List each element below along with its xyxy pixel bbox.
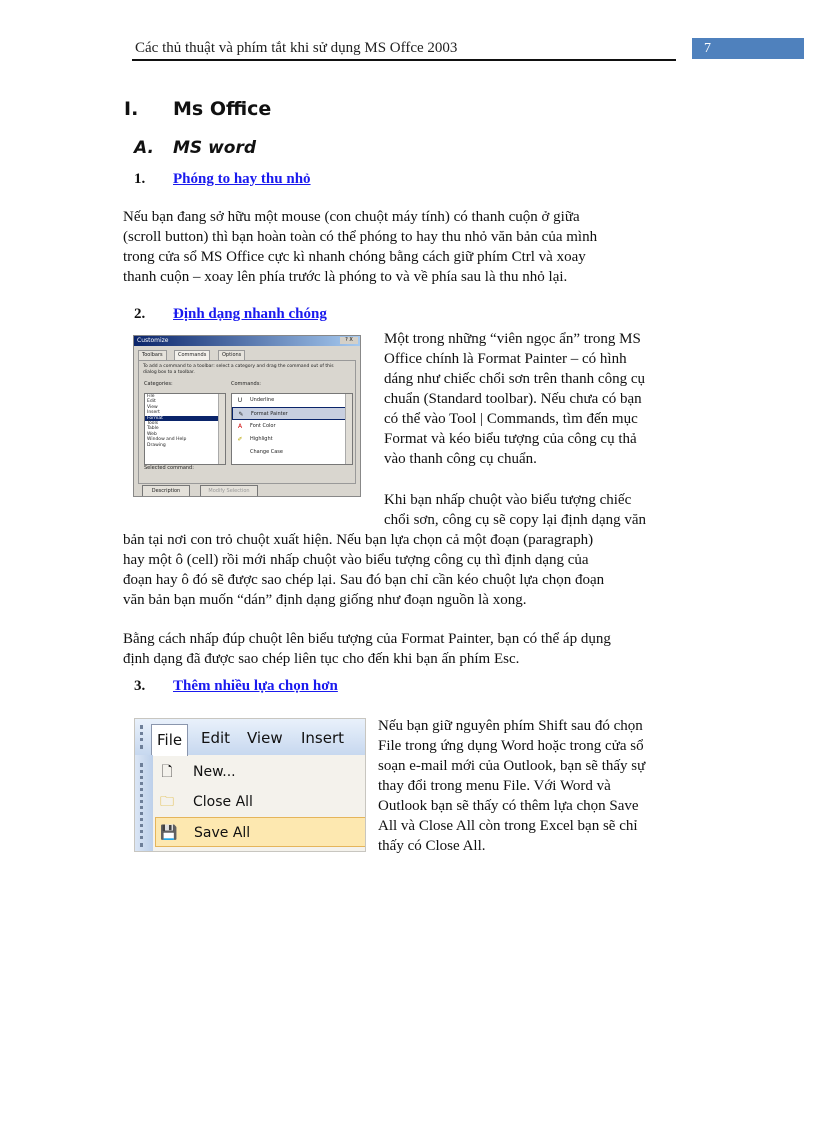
menu-edit: Edit — [201, 729, 231, 747]
menu-bar — [135, 719, 366, 755]
commands-scrollbar — [345, 394, 352, 464]
command-label: Font Color — [250, 423, 276, 429]
menu-view: View — [247, 729, 283, 747]
toolbar-grip — [140, 725, 146, 749]
category-item: Web — [147, 431, 157, 437]
text-line: Format và kéo biểu tượng của công cụ thả — [384, 431, 637, 447]
tab-commands: Commands — [174, 350, 210, 360]
highlight-icon: ✐ — [237, 436, 243, 443]
folder-icon: 🗀 — [160, 794, 174, 810]
running-header: Các thủ thuật và phím tắt khi sử dụng MS Offce 2003 — [135, 40, 458, 56]
menu-item-label: Save All — [194, 825, 251, 841]
format-painter-icon: ✎ — [238, 411, 244, 418]
command-label: Underline — [250, 397, 275, 403]
command-item — [232, 420, 352, 433]
text-line: chổi sơn, công cụ sẽ copy lại định dạng văn — [384, 512, 647, 528]
text-line: vào thanh công cụ chuẩn. — [384, 451, 537, 467]
item-2-full-paragraph — [123, 530, 604, 610]
selected-command-label: Selected command: — [144, 465, 194, 471]
text-line: (scroll button) thì bạn hoàn toàn có thể phóng to hay thu nhỏ văn bản của mình — [123, 229, 598, 245]
save-all-icon: 💾 — [160, 825, 178, 841]
tab-toolbars: Toolbars — [138, 350, 167, 360]
item-1-paragraph — [123, 207, 597, 287]
menu-insert: Insert — [301, 729, 345, 747]
toolbar-grip-vertical — [140, 763, 146, 847]
categories-label: Categories: — [144, 381, 173, 387]
text-line: Khi bạn nhấp chuột vào biểu tượng chiếc — [384, 492, 632, 508]
subsection-letter: A. — [134, 138, 154, 158]
text-line: trong cửa sổ MS Office cực kì nhanh chóng bằng cách giữ phím Ctrl và xoay — [123, 249, 586, 265]
commands-label: Commands: — [231, 381, 261, 387]
category-item: Table — [147, 426, 159, 432]
item-3-number: 3. — [134, 678, 146, 694]
item-2-side-paragraph — [384, 329, 645, 469]
text-line: bản tại nơi con trỏ chuột xuất hiện. Nếu bạn lựa chọn cả một đoạn (paragraph) — [123, 532, 594, 548]
item-2-side-paragraph-2 — [384, 490, 646, 530]
commands-list — [231, 393, 353, 465]
text-line: Nếu bạn đang sở hữu một mouse (con chuột máy tính) có thanh cuộn ở giữa — [123, 209, 580, 225]
text-line: hay một ô (cell) rồi mới nhấp chuột vào biểu tượng công cụ thì định dạng của — [123, 552, 589, 568]
text-line: Nếu bạn giữ nguyên phím Shift sau đó chọn — [378, 718, 643, 734]
modify-selection-button: Modify Selection — [200, 485, 258, 497]
text-line: văn bản bạn muốn “dán” định dạng giống như đoạn nguồn là xong. — [123, 592, 527, 608]
text-line: đoạn hay ô đó sẽ được sao chép lại. Sau đó bạn chỉ cần kéo chuột lựa chọn đoạn — [123, 572, 605, 588]
item-3-link[interactable]: Thêm nhiều lựa chọn hơn — [173, 678, 338, 694]
category-item: Edit — [147, 399, 156, 405]
text-line: thay đổi trong menu File. Với Word và — [378, 778, 611, 794]
command-item — [232, 394, 352, 407]
menu-item-label: New... — [193, 764, 236, 780]
text-line: dáng như chiếc chổi sơn trên thanh công cụ — [384, 371, 645, 387]
text-line: chuẩn (Standard toolbar). Nếu chưa có bạn — [384, 391, 642, 407]
text-line: Office chính là Format Painter – có hình — [384, 351, 627, 367]
page-number: 7 — [692, 38, 804, 59]
dialog-title: Customize — [137, 337, 169, 344]
category-item: Drawing — [147, 442, 166, 448]
subsection-title: MS word — [173, 138, 257, 158]
menu-item-label: Close All — [193, 794, 253, 810]
command-label: Format Painter — [251, 411, 288, 417]
header-rule — [132, 59, 676, 61]
underline-icon: U — [237, 397, 243, 404]
new-document-icon: 🗋 — [161, 764, 173, 780]
description-button: Description — [142, 485, 190, 497]
categories-scrollbar — [218, 394, 225, 464]
text-line: Bằng cách nhấp đúp chuột lên biểu tượng của Format Painter, bạn có thể áp dụng — [123, 631, 611, 647]
text-line: Outlook bạn sẽ thấy có thêm lựa chọn Save — [378, 798, 639, 814]
text-line: thấy có Close All. — [378, 838, 486, 854]
item-2-link[interactable]: Định dạng nhanh chóng — [173, 306, 327, 322]
category-item: File — [147, 394, 155, 399]
text-line: thanh cuộn – xoay lên phía trước là phóng to và về phía sau là thu nhỏ lại. — [123, 269, 568, 285]
menu-item-save-all — [155, 817, 366, 847]
command-item — [232, 433, 352, 446]
text-line: File trong ứng dụng Word hoặc trong cửa sổ — [378, 738, 644, 754]
item-1-link[interactable]: Phóng to hay thu nhỏ — [173, 171, 311, 187]
section-title: Ms Office — [173, 98, 272, 120]
item-2-full-paragraph-2 — [123, 629, 611, 669]
section-number: I. — [124, 98, 139, 120]
command-label: Change Case — [250, 449, 283, 455]
command-item-selected — [232, 407, 352, 420]
menu-icon-strip — [135, 755, 153, 852]
command-item — [232, 446, 352, 459]
text-line: Một trong những “viên ngọc ẩn” trong MS — [384, 331, 641, 347]
text-line: định dạng đã được sao chép liên tục cho đến khi bạn ấn phím Esc. — [123, 651, 520, 667]
category-item: Window and Help — [147, 437, 187, 443]
text-line: soạn e-mail mới của Outlook, bạn sẽ thấy sự — [378, 758, 646, 774]
item-1-number: 1. — [134, 171, 146, 187]
dialog-title-bar — [134, 336, 360, 346]
category-item: Tools — [147, 421, 159, 427]
text-line: có thể vào Tool | Commands, tìm đến mục — [384, 411, 638, 427]
font-color-icon: A — [237, 423, 243, 430]
tab-options: Options — [218, 350, 245, 360]
menu-item-close-all — [155, 787, 366, 817]
command-label: Highlight — [250, 436, 273, 442]
dialog-title-buttons: ? X — [340, 337, 358, 344]
menu-item-new — [155, 757, 366, 787]
menu-file: File — [151, 724, 188, 756]
category-item: Insert — [147, 410, 160, 416]
category-item-selected: Format — [145, 416, 225, 421]
item-2-number: 2. — [134, 306, 146, 322]
category-item: View — [147, 404, 158, 410]
text-line: All và Close All còn trong Excel bạn sẽ chỉ — [378, 818, 638, 834]
file-menu-screenshot — [134, 718, 366, 852]
categories-list — [144, 393, 226, 465]
dialog-panel — [138, 360, 356, 484]
customize-dialog-screenshot — [133, 335, 361, 497]
dialog-description: To add a command to a toolbar: select a category and drag the command out of this dialog box to a toolbar. — [143, 364, 334, 375]
item-3-side-paragraph — [378, 716, 645, 856]
